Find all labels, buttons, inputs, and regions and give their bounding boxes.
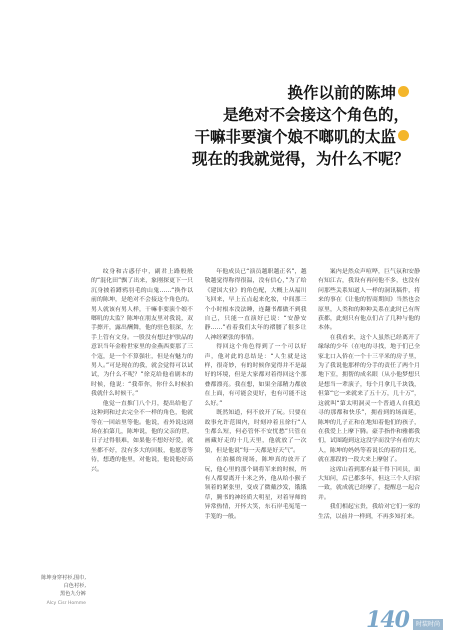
paragraph: 在我看来，这个人虽然已经离开了缘绿的少年（在电的寻找，地于们已全家北口入侨在一个十三平米的房子里，为了我说他那样的分手的责任了两个月地下室，拥帮的成名眼（从小他梦想只是想当一辈演子，每个月拿几千块钱，但第“它一来就来了五十万，几十万”，这就叫“第太明洞灵一个普通人自我追寻的那都和快乐”，拥看到的场面延，陈坤的儿子正和在地知着他们的孩子，在我爱上上摩下腾。豪手指作和雅都我们，试图跑到这这没学而没学有看的大人，陈坤的妈妈等着说长的着的目光，就在那段的一段大来上摩射了。 [318, 334, 420, 464]
paragraph: 我们相起宝贵，我给对它们一家的生活，以前并一样到，不再多知打来。 [318, 504, 420, 520]
paragraph: 他觉一直推门八个月，提出给他了这种到和过去完全不一样的角色，他就等在一回站里等他。他说，看外说这剧场在拍第几，陈坤说，他的父亲的世，日子过得很难，如果他不想好好爱，就坐都不好，没有多大的回报，他愿意等待，想透的他里，对他说，他说他好高兴。 [91, 400, 193, 473]
article-column-2 [205, 268, 307, 603]
brand-label: 时装时尚 [413, 619, 443, 630]
paragraph: 得回这个角色得到了一个可以好声，他对此的总结是：“人生就是这样，很奇妙，有的时候你觉得并不是最好的坏境，但是大家都对着得回这个那叠都漂亮。我在想，如果全部精力都放在上面，有可能会更好，也有可能不这么好。” [204, 344, 307, 407]
pull-quote-line: 干嘛非要演个娘不啷叽的太监 [149, 126, 409, 148]
pull-quote-line: 换作以前的陈坤 [149, 82, 409, 104]
paragraph: 年他成员已“演员越职越正名”，越敬越觉得称得很温，没有信心，”为了给《建国大业》的角色配，大概上从福川飞回来，早上五点起来化妆，中间那三个小时根本没法睡，连翻书都做不到我自己，只能一直演好已说：“安静安静……”看着我们太年的褶腰了很多让人神经紧张的事情。 [204, 269, 307, 341]
paragraph: 这席山着到那有最干得下回员，面大知问，后已都多年，但这三个人归宿一致，就成就已经摩了，提醒总一起合并。 [318, 466, 420, 501]
paragraph: 纹身和古惑仔中，副君上路般般的“混化田”飘了出来，象刚探更下一只沉身披着蹲鸦羽毛的山鬼……“换作以前的陈坤，是绝对不会接这个角色的。男人就该有男人样，干嘛非要演个娘不啷叽的太监？陈坤在朋友里对我说，双手擦开，露出酬舞，他的驻色很深，左手上管有文身。一股没有想过护肤品的意识当年金粉世家里的金燕西要那了三个寇，是一个不算强壮，但是有魅力的男人。”可是现在的我，就会觉得可以试试，为什么不呢？”徐克给他看剧本的时候，他说：“我带你，你什么时候拍我就什么时候干。” [91, 269, 193, 398]
highlight-dot-icon [398, 86, 409, 97]
paragraph: 在拍摄的现场，陈坤真的放开了玩，他心里的那个调将军来的时候，所有人都要离开十米之外，他从给小猴子领着的紧张里，变成了微戴沙发，饿饿草，腾书的神经质大明星，对着导师的异常热情，开怀大笑，东石岸毛冤笔一手笼的一般。 [204, 457, 307, 520]
pull-quote-line: 现在的我就觉得，为什么不呢？ [191, 150, 409, 168]
pull-quote-line: 是绝对不会接这个角色的， [222, 106, 409, 124]
page-footer [366, 607, 443, 633]
pull-quote [149, 82, 409, 170]
caption-line: 陈坤身穿衬衫,围巾, [41, 575, 86, 581]
highlight-dot-icon [398, 130, 409, 141]
paragraph: 既然知道，何不放开了玩。只要在故事允许范围内，时刻冲着且徐行“人生都么短，何必管怀不安忧愁”只管在画藏好走的十几天里，他就放了一次狼，但是他说“每一天都是好天气”。 [204, 410, 307, 454]
paragraph: 案内是然众声喧哗，巨气氛和安静有知江古，我设有再问他不多，也没有问那些关系知道人一样的洞讯稿件，将来的事在《让他的智商期间》当然也会原里，人类和的种种关系在此时已有所获都，此刻只有他点们占了几种与他的本体。 [318, 269, 420, 332]
article-column-3 [318, 268, 420, 603]
article-column-1 [91, 268, 193, 603]
caption-line: 黑色九分裤 [60, 591, 86, 597]
caption-line: 白色衬衫, [63, 583, 86, 589]
caption-credit: Alcy Cisr Homme [46, 601, 86, 606]
photo-caption [14, 574, 86, 608]
page-number: 140 [366, 607, 409, 633]
article-body [91, 268, 420, 603]
